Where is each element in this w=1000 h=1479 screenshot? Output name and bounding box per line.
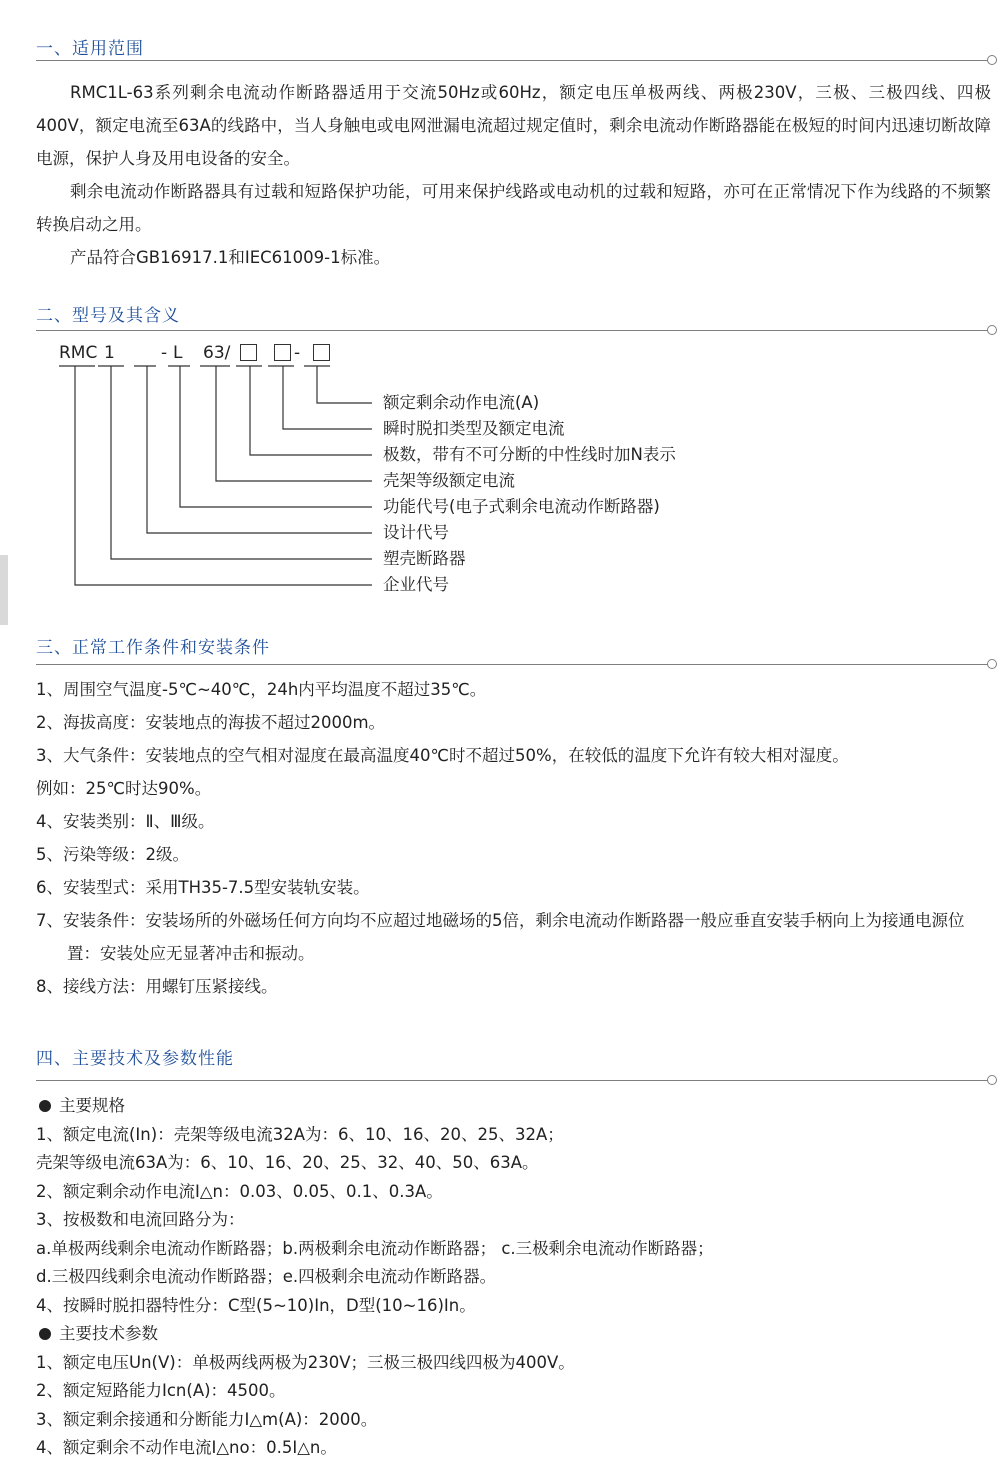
rule-end-circle [987,1075,997,1085]
legend-trip-type: 瞬时脱扣类型及额定电流 [383,419,565,438]
list-item: 1、额定电压Un(V)：单极两线两极为230V；三极三极四线四极为400V。 [36,1352,575,1372]
model-code-function: L [173,343,183,363]
section-rule [36,330,988,331]
main-spec-heading: 主要规格 [36,1092,996,1121]
list-item: 1、周围空气温度-5℃~40℃，24h内平均温度不超过35℃。 [36,680,487,699]
list-item: 3、大气条件：安装地点的空气相对湿度在最高温度40℃时不超过50%，在较低的温度下允许有较大相对湿度。 [36,746,849,765]
section-title-model: 二、型号及其含义 [36,306,180,326]
list-item: a.单极两线剩余电流动作断路器；b.两极剩余电流动作断路器； c.三极剩余电流动作断路器； [36,1238,714,1258]
list-item: 8、接线方法：用螺钉压紧接线。 [36,977,278,996]
legend-company-code: 企业代号 [383,575,449,594]
list-item: 2、额定剩余动作电流I△n：0.03、0.05、0.1、0.3A。 [36,1181,443,1201]
list-item: 6、安装型式：采用TH35-7.5型安装轨安装。 [36,878,370,897]
list-item: 4、按瞬时脱扣器特性分：C型(5~10)In，D型(10~16)In。 [36,1295,476,1315]
legend-poles: 极数，带有不可分断的中性线时加N表示 [383,445,676,464]
legend-residual-current: 额定剩余动作电流(A) [383,393,540,412]
section-rule [36,60,988,61]
section-title-conditions: 三、正常工作条件和安装条件 [36,638,270,658]
rule-end-circle [987,325,997,335]
section-rule [36,1080,988,1081]
list-item: 2、额定短路能力Icn(A)：4500。 [36,1381,286,1400]
section-rule [36,664,988,665]
list-item: 1、额定电流(In)：壳架等级电流32A为：6、10、16、20、25、32A； [36,1124,564,1144]
tech-param-heading: 主要技术参数 [36,1320,996,1349]
model-code-frame: 63/ [203,343,231,363]
conditions-list [36,673,996,1003]
model-code-dash: - [294,343,301,363]
legend-function-code: 功能代号(电子式剩余电流动作断路器) [383,497,660,516]
list-item: 3、额定剩余接通和分断能力I△m(A)：2000。 [36,1409,378,1429]
list-item: 例如：25℃时达90%。 [36,779,212,798]
list-item: 4、安装类别：Ⅱ、Ⅲ级。 [36,812,215,831]
section-title-scope: 一、适用范围 [36,39,144,59]
scope-paragraph: 剩余电流动作断路器具有过载和短路保护功能，可用来保护线路或电动机的过载和短路，亦可在正常情况下作为线路的不频繁转换启动之用。 [36,182,991,234]
legend-mccb: 塑壳断路器 [383,549,466,568]
list-item: 壳架等级电流63A为：6、10、16、20、25、32、40、50、63A。 [36,1153,539,1172]
legend-design-code: 设计代号 [383,523,449,542]
list-item: 7、安装条件：安装场所的外磁场任何方向均不应超过地磁场的5倍，剩余电流动作断路器一般应垂直安装手柄向上为接通电源位置：安装处应无显著冲击和振动。 [36,911,965,963]
legend-frame-current: 壳架等级额定电流 [383,471,515,490]
scope-paragraph: 产品符合GB16917.1和IEC61009-1标准。 [70,248,391,267]
list-item: 5、污染等级：2级。 [36,845,189,864]
model-code-dash: - [161,343,168,363]
model-code-rmc: RMC [59,343,98,363]
list-item: 2、海拔高度：安装地点的海拔不超过2000m。 [36,713,386,732]
model-diagram-lines [0,360,380,620]
list-item: d.三极四线剩余电流动作断路器；e.四极剩余电流动作断路器。 [36,1267,497,1286]
rule-end-circle [987,55,997,65]
list-item: 3、按极数和电流回路分为： [36,1210,245,1229]
specs-list [36,1092,996,1463]
list-item: 4、额定剩余不动作电流I△no：0.5I△n。 [36,1438,337,1457]
model-code-design: 1 [104,343,115,363]
scope-paragraph: RMC1L-63系列剩余电流动作断路器适用于交流50Hz或60Hz，额定电压单极两线、两极230V，三极、三极四线、四极400V，额定电流至63A的线路中，当人身触电或电网泄漏电流超过规定值时，剩余电流动作断路器能在极短的时间内迅速切断故障电源，保护人身及用电设备的安全。 [36,83,991,168]
rule-end-circle [987,659,997,669]
section-title-specs: 四、主要技术及参数性能 [36,1049,234,1069]
